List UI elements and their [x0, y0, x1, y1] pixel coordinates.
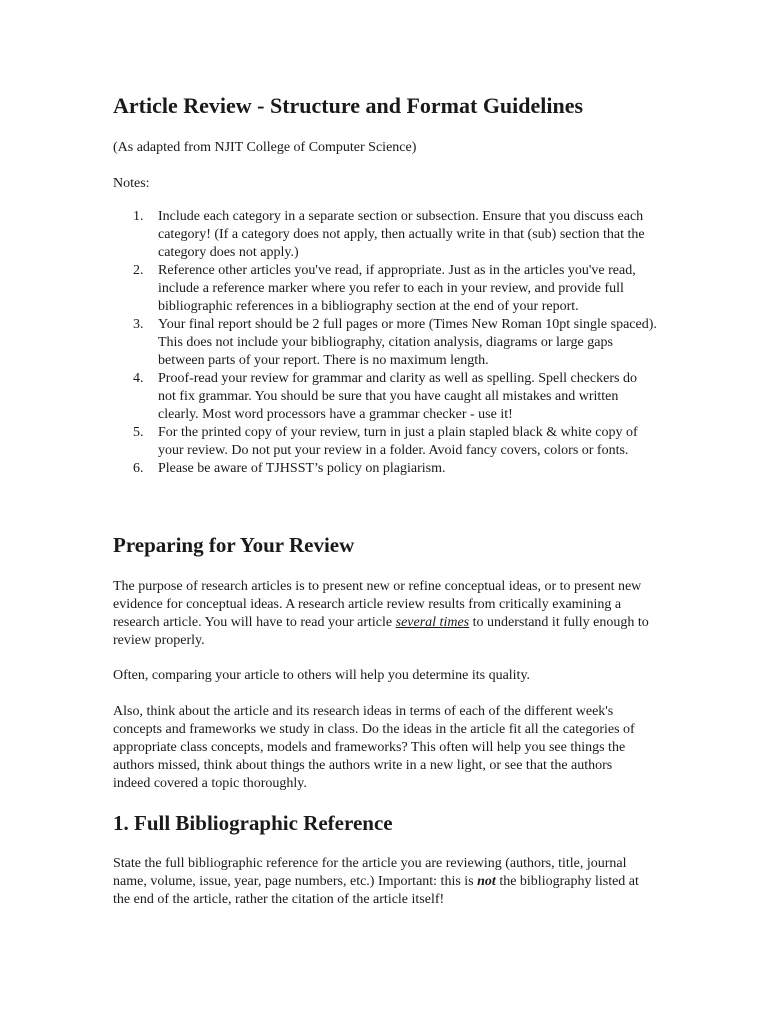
note-item [113, 370, 658, 424]
note-item [113, 316, 658, 370]
note-text: For the printed copy of your review, turn in just a plain stapled black & white copy of your review. Do not put your review in a folder. Avoid fancy covers, colors or fonts. [158, 425, 638, 458]
note-item [113, 262, 658, 316]
note-text: Reference other articles you've read, if appropriate. Just as in the articles you've read, include a reference marker where you refer to each in your review, and provide full bibliographic references in a bibliography section at the end of your report. [158, 263, 636, 314]
notes-list [113, 208, 658, 478]
biblio-p1-text: State the full bibliographic reference for the article you are reviewing (authors, title, journal name, volume, issue, year, page numbers, etc.) Important: this is [113, 856, 627, 889]
note-number: 5. [133, 425, 144, 440]
emphasis-several-times: several times [395, 615, 470, 630]
subtitle: (As adapted from NJIT College of Computer Science) [113, 140, 417, 155]
biblio-p1-text-end: the bibliography listed at the end of the article, rather the citation of the article itself! [113, 874, 639, 907]
preparing-paragraph-2: Often, comparing your article to others will help you determine its quality. [113, 668, 531, 683]
section-heading-bibliographic: 1. Full Bibliographic Reference [113, 811, 393, 835]
note-item [113, 460, 658, 478]
note-number: 4. [133, 371, 144, 386]
preparing-paragraph-3: Also, think about the article and its research ideas in terms of each of the different week's concepts and frameworks we study in class. Do the ideas in the article fit all the categories of appropriate class concepts, models and frameworks? This often will help you see things the authors missed, think about things the authors write in a new light, or see that the authors indeed covered a topic thoroughly. [113, 704, 635, 791]
biblio-paragraph-1 [113, 855, 653, 909]
preparing-p1-text: The purpose of research articles is to present new or refine conceptual ideas, or to present new evidence for conceptual ideas. A research article review results from critically examining a research article. You will have to read your article [113, 579, 642, 630]
note-number: 1. [133, 209, 144, 224]
emphasis-not: not [477, 874, 496, 889]
page-title: Article Review - Structure and Format Guidelines [113, 93, 584, 118]
note-text: Please be aware of TJHSST’s policy on plagiarism. [158, 461, 446, 476]
note-item [113, 424, 658, 460]
note-number: 6. [133, 461, 144, 476]
section-heading-preparing: Preparing for Your Review [113, 533, 355, 557]
preparing-p1-text-end: to understand it fully enough to review properly. [113, 615, 649, 648]
preparing-paragraph-1 [113, 578, 653, 650]
note-item [113, 208, 658, 262]
note-text: Proof-read your review for grammar and clarity as well as spelling. Spell checkers do not fix grammar. You should be sure that you have caught all mistakes and written clearly. Most word processors have a grammar checker - use it! [158, 371, 637, 422]
note-number: 3. [133, 317, 144, 332]
note-number: 2. [133, 263, 144, 278]
note-text: Include each category in a separate section or subsection. Ensure that you discuss each category! (If a category does not apply, then actually write in that (sub) section that the category does not apply.) [158, 209, 645, 260]
notes-label: Notes: [113, 176, 150, 191]
note-text: Your final report should be 2 full pages or more (Times New Roman 10pt single spaced). This does not include your bibliography, citation analysis, diagrams or large gaps between parts of your report. There is no maximum length. [158, 317, 657, 368]
